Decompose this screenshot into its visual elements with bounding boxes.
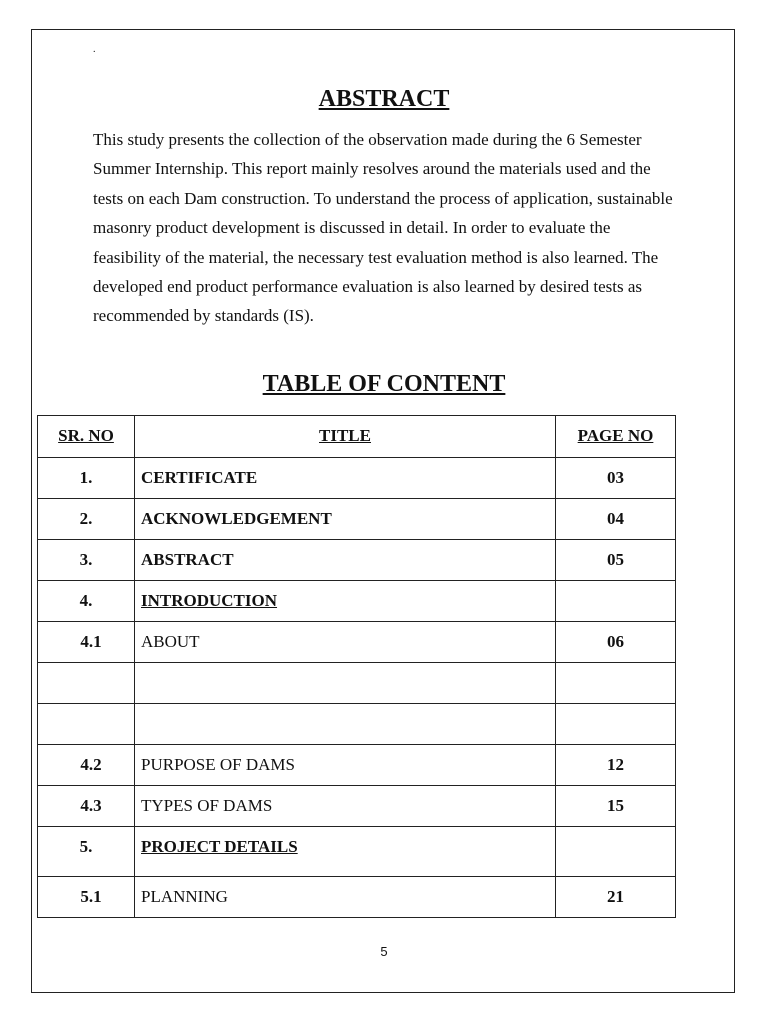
table-row [38,745,676,786]
row-title: CERTIFICATE [135,458,556,499]
toc-heading: TABLE OF CONTENT [262,371,506,397]
row-page-no: 12 [556,745,676,786]
row-page-no: 05 [556,540,676,581]
toc-table [37,415,676,918]
row-sr-no: 2. [38,499,135,540]
table-row [38,458,676,499]
table-row [38,540,676,581]
page-number: 5 [380,944,388,959]
abstract-heading: ABSTRACT [318,86,450,112]
table-row [38,827,676,877]
abstract-paragraph: This study presents the collection of the observation made during the 6 Semester Summer Internship. This report mainly resolves around the materials used and the tests on each Dam construction. To understand the process of application, sustainable masonry product development is discussed in detail. In order to evaluate the feasibility of the material, the necessary test evaluation method is also learned. The developed end product performance evaluation is also learned by desired tests as recommended by standards (IS). [93,130,673,326]
row-page-no [556,663,676,704]
table-row [38,581,676,622]
row-sr-no: 3. [38,540,135,581]
table-row [38,663,676,704]
row-page-no: 21 [556,877,676,918]
row-page-no: 15 [556,786,676,827]
row-sr-no: 4.3 [38,786,135,827]
row-title: PROJECT DETAILS [135,827,556,877]
row-title: ABSTRACT [135,540,556,581]
stray-dot: . [93,44,96,55]
toc-header-row [38,416,676,458]
table-row [38,704,676,745]
table-row [38,499,676,540]
row-sr-no: 4.2 [38,745,135,786]
row-page-no: 06 [556,622,676,663]
row-sr-no [38,663,135,704]
row-title: INTRODUCTION [135,581,556,622]
row-sr-no: 5.1 [38,877,135,918]
row-title: PURPOSE OF DAMS [135,745,556,786]
row-page-no: 04 [556,499,676,540]
header-page-no: PAGE NO [556,416,676,458]
row-page-no [556,704,676,745]
table-row [38,877,676,918]
row-sr-no: 5. [38,827,135,877]
table-row [38,622,676,663]
header-sr-no: SR. NO [38,416,135,458]
row-sr-no: 4. [38,581,135,622]
row-page-no [556,581,676,622]
header-title: TITLE [135,416,556,458]
row-page-no [556,827,676,877]
row-title: ABOUT [135,622,556,663]
row-title [135,663,556,704]
row-title: TYPES OF DAMS [135,786,556,827]
row-sr-no: 4.1 [38,622,135,663]
row-title: PLANNING [135,877,556,918]
row-title: ACKNOWLEDGEMENT [135,499,556,540]
table-row [38,786,676,827]
row-title [135,704,556,745]
row-page-no: 03 [556,458,676,499]
row-sr-no: 1. [38,458,135,499]
row-sr-no [38,704,135,745]
